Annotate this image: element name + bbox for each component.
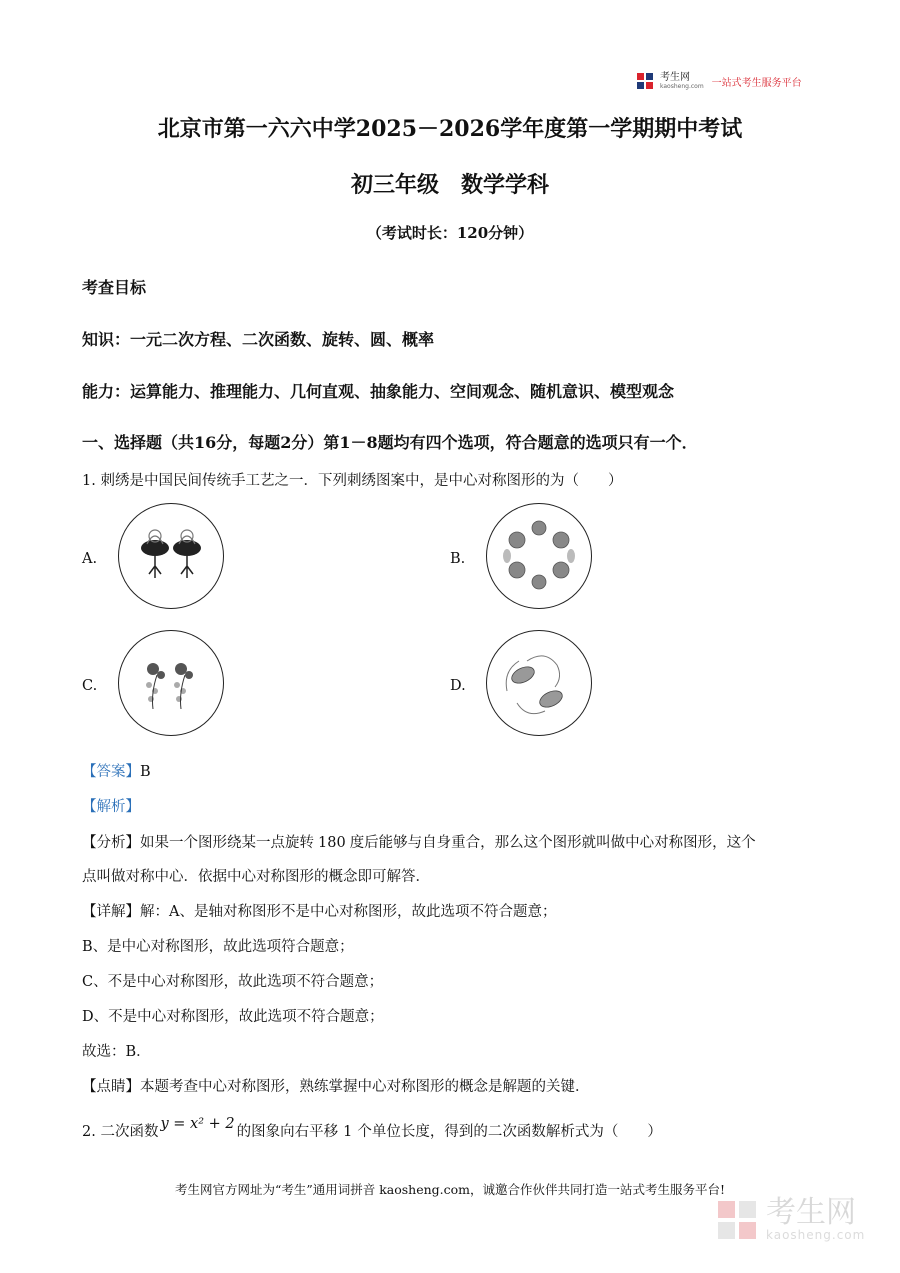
logo-text <box>660 73 704 90</box>
dianjing-text: 本题考查中心对称图形，熟练掌握中心对称图形的概念是解题的关键． <box>140 1079 590 1095</box>
fenxi-pre: 如果一个图形绕某一点旋转 <box>140 835 314 851</box>
fenxi-line2: 点叫做对称中心．依据中心对称图形的概念即可解答． <box>82 869 430 885</box>
option-c-image <box>118 630 224 736</box>
footer-text: 考生网官方网址为“考生”通用词拼音 kaosheng.com，诚邀合作伙伴共同打造一站式考生服务平台! <box>174 1182 726 1197</box>
xiangjie-line1 <box>82 900 556 921</box>
watermark-text <box>766 1195 866 1242</box>
q2-pre: 2. 二次函数 <box>82 1124 159 1140</box>
exam-title: 北京市第一六六中学2025－2026学年度第一学期期中考试 <box>157 116 743 142</box>
watermark <box>716 1195 866 1242</box>
option-b-label: B. <box>450 551 466 567</box>
option-a-label: A. <box>82 551 98 567</box>
fenxi-tag: 【分析】 <box>82 835 140 851</box>
watermark-domain: kaosheng.com <box>766 1228 866 1242</box>
q2-mid: 的图象向右平移 <box>236 1124 339 1140</box>
q2-post: 个单位长度，得到的二次函数解析式为（ ） <box>357 1124 662 1140</box>
xiangjie-line-c: C、不是中心对称图形，故此选项不符合题意； <box>82 974 384 990</box>
header-logo <box>636 72 802 90</box>
watermark-name: 考生网 <box>766 1195 856 1230</box>
dianjing-line <box>82 1075 590 1096</box>
q1-answer-row <box>82 760 151 781</box>
embroidery-flower-branch-icon <box>119 631 223 735</box>
q2-stem <box>82 1116 662 1141</box>
option-d-image <box>486 630 592 736</box>
xiangjie-line-b: B、是中心对称图形，故此选项符合题意； <box>82 939 354 955</box>
option-d-label: D. <box>450 678 466 694</box>
kaosheng-logo-icon <box>636 72 654 90</box>
section1-heading: 一、选择题（共16分，每题2分）第1－8题均有四个选项，符合题意的选项只有一个． <box>82 433 698 452</box>
q2-num: 1 <box>343 1124 353 1140</box>
dianjing-tag: 【点睛】 <box>82 1079 140 1095</box>
exam-subtitle: 初三年级 数学学科 <box>350 172 549 198</box>
logo-slogan: 一站式考生服务平台 <box>711 77 802 89</box>
logo-domain: kaosheng.com <box>660 82 704 90</box>
xiangjie-tag: 【详解】 <box>82 904 140 920</box>
logo-name: 考生网 <box>660 71 690 83</box>
option-c-label: C. <box>82 678 98 694</box>
embroidery-peony-wreath-icon <box>487 504 591 608</box>
xiangjie-line-d: D、不是中心对称图形，故此选项不符合题意； <box>82 1009 384 1025</box>
embroidery-birds-icon <box>487 631 591 735</box>
answer-value: B <box>140 764 151 780</box>
choose-line: 故选：B． <box>82 1044 151 1060</box>
q2-formula: y = x² + 2 <box>160 1116 235 1132</box>
embroidery-lotus-icon <box>119 504 223 608</box>
option-b-image <box>486 503 592 609</box>
option-a-image <box>118 503 224 609</box>
fenxi-post: 度后能够与自身重合，那么这个图形就叫做中心对称图形，这个 <box>349 835 756 851</box>
fenxi-num: 180 <box>318 835 346 851</box>
objectives-heading: 考查目标 <box>82 278 147 297</box>
analysis-tag: 【解析】 <box>82 799 140 815</box>
objectives-knowledge: 知识：一元二次方程、二次函数、旋转、圆、概率 <box>82 330 435 349</box>
xiangjie-text: 解：A、是轴对称图形不是中心对称图形，故此选项不符合题意； <box>140 904 557 920</box>
fenxi-line1 <box>82 831 756 852</box>
objectives-ability: 能力：运算能力、推理能力、几何直观、抽象能力、空间观念、随机意识、模型观念 <box>82 382 675 401</box>
exam-duration: （考试时长：120分钟） <box>366 224 534 242</box>
kaosheng-watermark-icon <box>716 1199 758 1241</box>
q1-stem: 1. 刺绣是中国民间传统手工艺之一．下列刺绣图案中，是中心对称图形的为（ ） <box>82 473 623 489</box>
answer-tag: 【答案】 <box>82 764 140 780</box>
